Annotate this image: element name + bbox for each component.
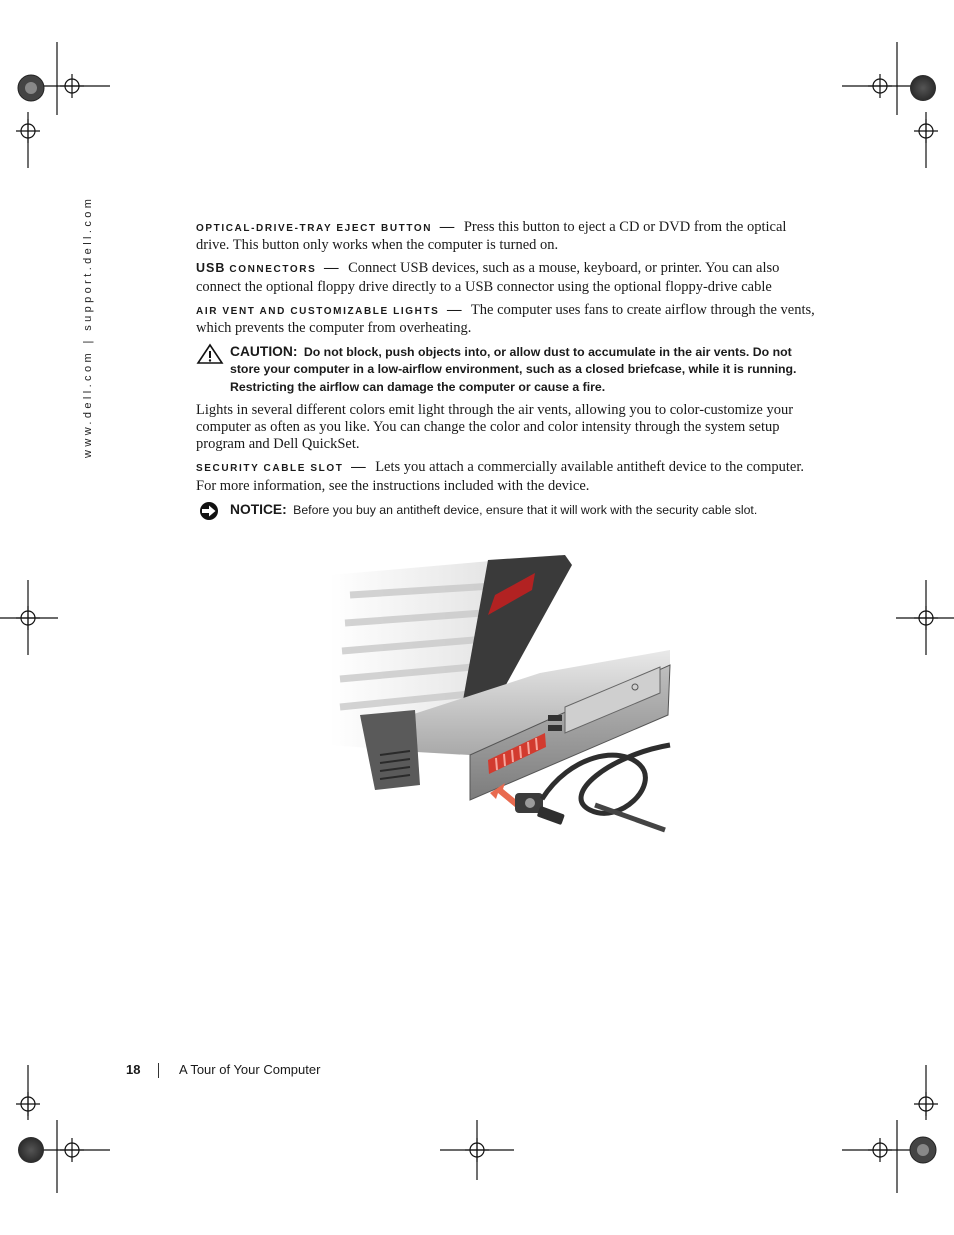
section-usb-connectors: USB CONNECTORS — Connect USB devices, such as a mouse, keyboard, or printer. You can also connect the optional floppy drive directly to a USB connector using the optional floppy-drive cable [196, 260, 780, 295]
page-footer [126, 1062, 321, 1077]
warning-triangle-icon [196, 343, 224, 370]
section-air-vent: AIR VENT AND CUSTOMIZABLE LIGHTS — The computer uses fans to create airflow through the vents, which prevents the computer from overheating. [196, 301, 815, 337]
description-optical-drive-eject: Press this button to eject a CD or DVD from the optical drive. This button only works when the computer is turned on. [196, 219, 787, 254]
description-security-cable-slot: Lets you attach a commercially available antitheft device to the computer. For more information, see the instructions included with the device. [196, 459, 804, 494]
main-content [196, 219, 816, 525]
term-air-vent: AIR VENT AND CUSTOMIZABLE LIGHTS [196, 305, 440, 317]
caution-callout [196, 343, 816, 396]
caution-label: CAUTION: [230, 344, 298, 360]
section-security-cable-slot: SECURITY CABLE SLOT — Lets you attach a commercially available antitheft device to the computer. For more information, see the instructions included with the device. [196, 459, 804, 494]
footer-divider [158, 1063, 159, 1078]
term-optical-drive-eject: OPTICAL-DRIVE-TRAY EJECT BUTTON [196, 223, 433, 234]
chapter-title: A Tour of Your Computer [179, 1062, 321, 1077]
term-usb-connectors: CONNECTORS [229, 264, 317, 276]
notice-callout [196, 501, 816, 519]
laptop-security-cable-illustration [320, 555, 680, 845]
notice-label: NOTICE: [230, 501, 287, 517]
description-usb-connectors: Connect USB devices, such as a mouse, keyboard, or printer. You can also connect the optional floppy drive directly to a USB connector using the optional floppy-drive cable [196, 260, 780, 295]
lights-paragraph: Lights in several different colors emit light through the air vents, allowing you to color-customize your computer as often as you like. You can change the color and color intensity through the system setup program and Dell QuickSet. [196, 401, 794, 453]
page-number: 18 [126, 1062, 141, 1077]
caution-text: Do not block, push objects into, or allow dust to accumulate in the air vents. Do not store your computer in a low-airflow environment, such as a closed briefcase, while it is running. Restricting the airflow can damage the computer or cause a fire. [230, 345, 797, 394]
term-usb-prefix: USB [196, 261, 226, 276]
sidebar-url: www.dell.com | support.dell.com [82, 195, 94, 458]
notice-arrow-icon [196, 501, 222, 526]
section-optical-drive-eject: OPTICAL-DRIVE-TRAY EJECT BUTTON — Press this button to eject a CD or DVD from the optical drive. This button only works when the computer is turned on. [196, 219, 787, 254]
description-air-vent: The computer uses fans to create airflow through the vents, which prevents the computer from overheating. [196, 301, 815, 337]
term-security-cable-slot: SECURITY CABLE SLOT [196, 463, 344, 475]
notice-text: Before you buy an antitheft device, ensure that it will work with the security cable slot. [293, 502, 758, 517]
